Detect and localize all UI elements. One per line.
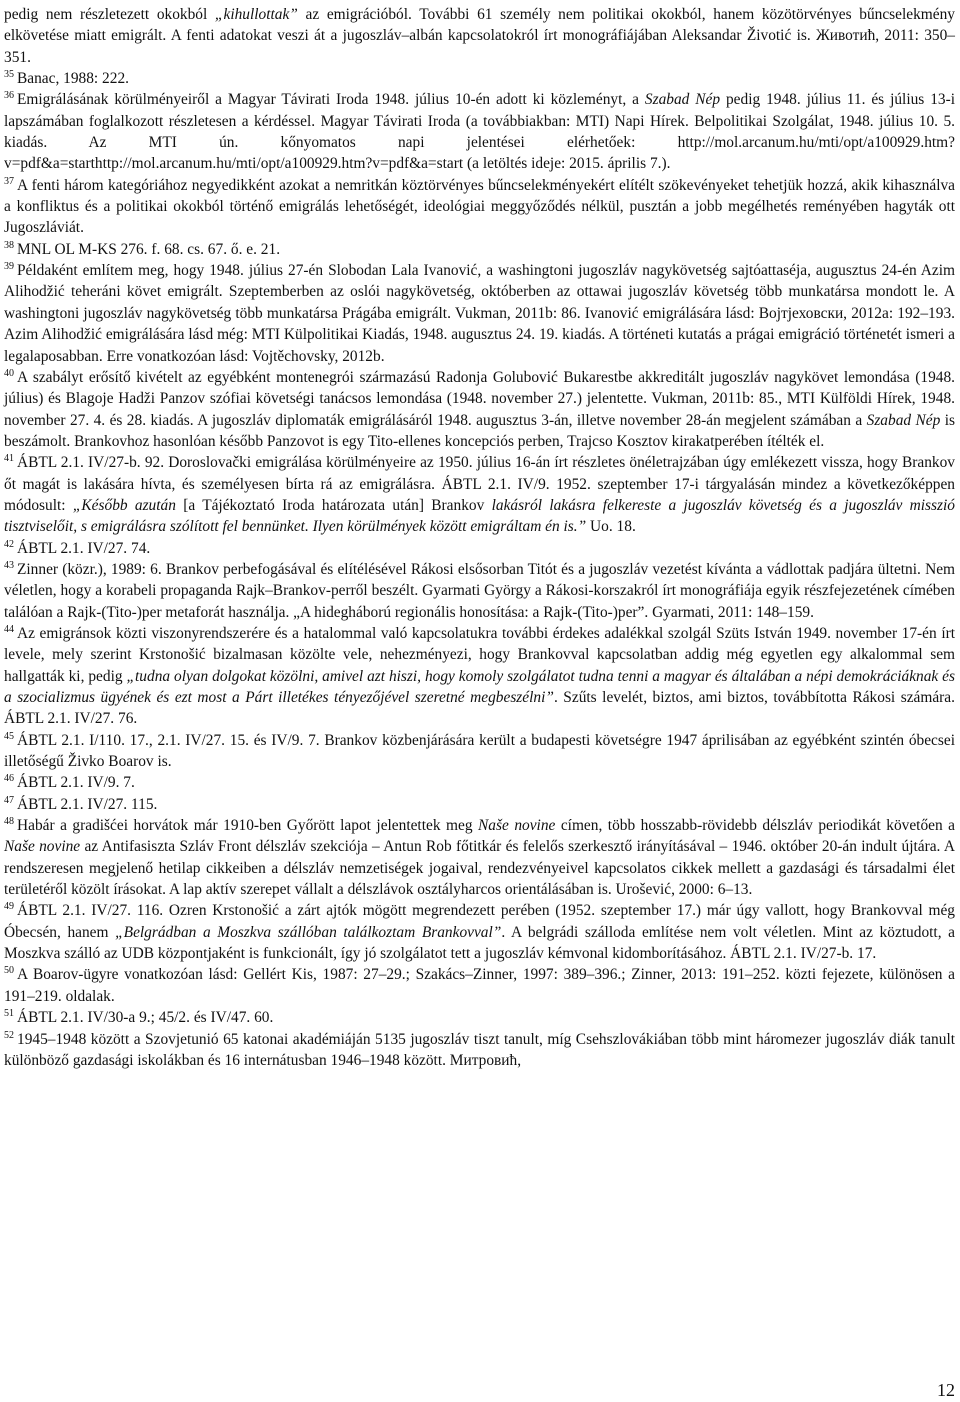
footnote-text: Példaként említem meg, hogy 1948. július 27-én Slobodan Lala Ivanović, a washingtoni jugoszláv nagykövetség sajtóattaséja, augusztus 24-én Azim Alihodžić teheráni követ emigrált. Szeptemberben az oslói nagykövetség, októberben az ottawai jugoszláv követség több munkatársa mondott le. A washingtoni jugoszláv nagykövetség több munkatársa Prágába emigrált. Vukman, 2011b: 86. Ivanović emigrálására lásd: Војтјеховски, 2012a: 192–193. Azim Alihodžić emigrálására lásd még: MTI Külpolitikai Kiadás, 1948. augusztus 24. 19. kiadás. A történeti kutatás a prágai emigráció történetét ismeri a legalaposabban. Erre vonatkozóan lásd: Vojtěchovsky, 2012b. bbox=[4, 262, 955, 365]
footnote-italic-text: Szabad Nép bbox=[644, 91, 721, 109]
footnote-text: Banac, 1988: 222. bbox=[17, 70, 129, 88]
footnote-text: A Boarov-ügyre vonatkozóan lásd: Gellért Kis, 1987: 27–29.; Szakács–Zinner, 1997: 389–396.; Zinner, 2013: 191–252. közti fejezete, különösen a 191–219. oldalak. bbox=[4, 966, 955, 1005]
page-number: 12 bbox=[937, 1380, 955, 1400]
footnote bbox=[4, 772, 955, 793]
footnote-number: 52 bbox=[4, 1029, 14, 1041]
footnote-number: 44 bbox=[4, 623, 14, 635]
footnote-number: 48 bbox=[4, 816, 14, 828]
footnotes-page bbox=[4, 4, 955, 1071]
footnote-text: 1945–1948 között a Szovjetunió 65 katonai akadémiáján 5135 jugoszláv tiszt tanult, míg Csehszlovákiában több mint háromezer jugoszláv diák tanult különböző gazdasági iskolákban és 16 internátusban 1946–1948 között. Митровић, bbox=[4, 1030, 955, 1069]
footnote-number: 42 bbox=[4, 538, 14, 550]
footnote-italic-text: „kihullottak” bbox=[214, 6, 298, 23]
footnote-number: 43 bbox=[4, 559, 14, 571]
footnote-number: 37 bbox=[4, 175, 14, 187]
footnote-text: ÁBTL 2.1. IV/27. 116. Ozren Krstonošić a zárt ajtók mögött megrendezett perében (1952. szeptember 17.) már úgy vallott, hogy Brankovval még Óbecsén, hanem bbox=[4, 902, 955, 941]
footnote bbox=[4, 730, 955, 773]
footnote-text: . Szűts levelét, biztos, ami biztos, továbbította Rákosi számára. ÁBTL 2.1. IV/27. 76. bbox=[4, 689, 955, 728]
footnote-text: címen, több hosszabb-rövidebb délszláv periodikát követően a bbox=[555, 817, 956, 835]
footnote-number: 50 bbox=[4, 965, 14, 977]
footnote bbox=[4, 239, 955, 260]
footnote bbox=[4, 260, 955, 367]
footnote-text: Uo. 18. bbox=[586, 518, 636, 536]
footnote-text: is beszámolt. Brankovhoz hasonlóan később Panzovot is egy Tito-ellenes koncepciós perben, Trajcso Kosztov kirakatperében ítélték el. bbox=[4, 411, 955, 450]
footnote bbox=[4, 1007, 955, 1028]
footnote-text: A fenti három kategóriához negyedikként azokat a nemritkán köztörvényes bűncselekményekért elítélt szökevényeket tehetjük hozzá, akik kihasználva a konfliktus és a politikai okokból történő emigrálás lehetőségét, ideológiai meggyőződés nélkül, pusztán a jobb megélhetés reményében hagyták ott Jugoszláviát. bbox=[4, 176, 955, 237]
footnote-text: Az emigránsok közti viszonyrendszerére és a hatalommal való kapcsolatukra további érdekes adalékkal szolgál Szüts István 1949. november 17-én írt levele, mely szerint Krstonošić bizalmasan közölte vele, nehezményezi, hogy Brankovval kapcsolatban addig még egyetlen egy alkalommal sem hallgatták ki, pedig bbox=[4, 624, 955, 685]
footnote-text: pedig 1948. július 11. és július 13-i lapszámában foglalkozott részletesen a kérdéssel. Magyar Távirati Iroda (a továbbiakban: MTI) Napi Hírek. Belpolitikai Szolgálat, 1948. július 10. 5. kiadás. Az MTI ún. kőnyomatos napi jelentései elérhetőek: http://mol.arcanum.hu/mti/opt/a100929.htm?v=pdf&a=starthttp://mol.arcanum.hu/mti/opt/a100929.htm?v=pdf&a=start (a letöltés ideje: 2015. április 7.). bbox=[4, 91, 955, 173]
footnote-number: 51 bbox=[4, 1008, 14, 1020]
footnote-italic-text: Szabad Nép bbox=[866, 411, 941, 429]
footnote-number: 49 bbox=[4, 901, 14, 913]
footnote-text: Zinner (közr.), 1989: 6. Brankov perbefogásával és elítélésével Rákosi elsősorban Titót és a jugoszláv vezetést kívánta a vádlottak padjára ültetni. Nem véletlen, hogy a korabeli propaganda Rajk–Brankov-perről beszélt. Gyarmati György a Rákosi-korszakról írt monográfiája egyik részfejezetének címében találóan a Rajk-(Tito-)per metaforát használja. „A hidegháború regionális honosítása: a Rajk-(Tito-)per”. Gyarmati, 2011: 148–159. bbox=[4, 560, 955, 621]
footnote-italic-text: „Később azután bbox=[72, 496, 176, 514]
footnote-number: 41 bbox=[4, 453, 14, 465]
footnote-text: ÁBTL 2.1. I/110. 17., 2.1. IV/27. 15. és IV/9. 7. Brankov közbenjárására került a budapesti követségre 1947 áprilisában az egyébként szintén óbecsei illetőségű Živko Boarov is. bbox=[4, 731, 955, 771]
footnote-number: 46 bbox=[4, 773, 14, 785]
footnote-text: MNL OL M-KS 276. f. 68. cs. 67. ő. e. 21. bbox=[17, 240, 281, 258]
footnote bbox=[4, 538, 955, 559]
footnote-number: 36 bbox=[4, 90, 14, 102]
footnote bbox=[4, 4, 955, 68]
footnote-italic-text: lakásról lakásra felkereste a jugoszláv követség és a jugoszláv misszió tisztviselőit, s emigrálásra szólított fel bennünket. Ilyen körülmények között emigráltam én is.” bbox=[4, 496, 955, 536]
footnote bbox=[4, 89, 955, 174]
footnote-text: ÁBTL 2.1. IV/9. 7. bbox=[17, 774, 135, 792]
footnote-text: az Antifasiszta Szláv Front délszláv szekciója – Antun Rob főtitkár és felelős szerkesztő irányításával – 1946. október 20-án indult újtára. A rendszeresen megjelenő hetilap cikkeiben a délszláv nemzetiségek jogaival, rendezvényeivel kapcsolatos cikkek mellett a gazdasági és társadalmi élet területéről közölt írásokat. A lap aktív szerepet vállalt a délszlávok osztályharcos orientálásában is. Urošević, 2000: 6–13. bbox=[4, 838, 955, 899]
footnote-text: . A belgrádi szálloda említése nem volt véletlen. Mint az köztudott, a Moszkva szálló az UDB központjaként is funkcionált, így jó szolgálatot tett a jugoszláv kémvonal kidomborításához. ÁBTL 2.1. IV/27-b. 17. bbox=[4, 923, 955, 963]
footnote bbox=[4, 559, 955, 623]
footnote bbox=[4, 964, 955, 1007]
footnote bbox=[4, 794, 955, 815]
footnote bbox=[4, 452, 955, 537]
footnote-text: Habár a gradišćei horvátok már 1910-ben Győrött lapot jelentettek meg bbox=[17, 817, 479, 835]
footnote-text: pedig nem részletezett okokból bbox=[4, 6, 215, 23]
footnote-number: 35 bbox=[4, 69, 14, 81]
footnote bbox=[4, 68, 955, 89]
footnote bbox=[4, 1029, 955, 1072]
footnote bbox=[4, 367, 955, 452]
footnote bbox=[4, 815, 955, 900]
footnote-italic-text: Naše novine bbox=[4, 838, 81, 856]
footnote-italic-text: „Belgrádban a Moszkva szállóban találkoztam Brankovval” bbox=[115, 923, 502, 941]
footnote-text: [a Tájékoztató Iroda határozata után] Brankov bbox=[175, 496, 492, 514]
footnotes-list bbox=[4, 4, 955, 1071]
footnote bbox=[4, 900, 955, 964]
footnote bbox=[4, 175, 955, 239]
footnote-italic-text: „tudna olyan dolgokat közölni, amivel azt hiszi, hogy komoly szolgálatot tudna tenni a magyar és általában a népi demokráciáknak és a szocializmus ügyének és ezt most a Párt illetékes tényezőjével szeretné megbeszélni” bbox=[4, 667, 955, 706]
footnote-text: A szabályt erősítő kivételt az egyébként montenegrói származású Radonja Golubović Bukarestbe akkreditált jugoszláv nagykövet lemondása (1948. július) és Blagoje Hadži Panzov szófiai követségi tanácsos lemondása (1948. november 27.) jelentette. Vukman, 2011b: 85., MTI Külföldi Hírek, 1948. november 27. 4. és 28. kiadás. A jugoszláv diplomaták emigrálásáról 1948. augusztus 3-án, illetve november 28-án megjelent számában a bbox=[4, 368, 955, 429]
footnote-text: az emigrációból. További 61 személy nem politikai okokból, hanem közötörvényes bűncselekmény elkövetése miatt emigrált. A fenti adatokat veszi át a jugoszláv–albán kapcsolatokról írt monográfiájában Aleksandar Životić is. Животић, 2011: 350–351. bbox=[4, 6, 955, 66]
footnote-text: Emigrálásának körülményeiről a Magyar Távirati Iroda 1948. július 10-én adott ki közleményt, a bbox=[17, 91, 645, 109]
footnote-text: ÁBTL 2.1. IV/27. 74. bbox=[17, 539, 151, 557]
footnote-number: 47 bbox=[4, 794, 14, 806]
footnote-number: 38 bbox=[4, 239, 14, 251]
footnote-number: 45 bbox=[4, 730, 14, 742]
footnote-text: ÁBTL 2.1. IV/27. 115. bbox=[17, 795, 158, 813]
footnote-text: ÁBTL 2.1. IV/27-b. 92. Doroslovački emigrálása körülményeire az 1950. július 16-án írt részletes önéletrajzában úgy emlékezett vissza, hogy Brankov őt magát is lakására hívta, és személyesen bírta rá az emigrálásra. ÁBTL 2.1. IV/9. 1952. szeptember 17-i tárgyalásán mindez a következőképpen módosult: bbox=[4, 454, 955, 514]
footnote-text: ÁBTL 2.1. IV/30-a 9.; 45/2. és IV/47. 60. bbox=[17, 1009, 274, 1027]
footnote-number: 39 bbox=[4, 261, 14, 273]
footnote bbox=[4, 623, 955, 730]
footnote-italic-text: Naše novine bbox=[478, 817, 556, 835]
footnote-number: 40 bbox=[4, 367, 14, 379]
